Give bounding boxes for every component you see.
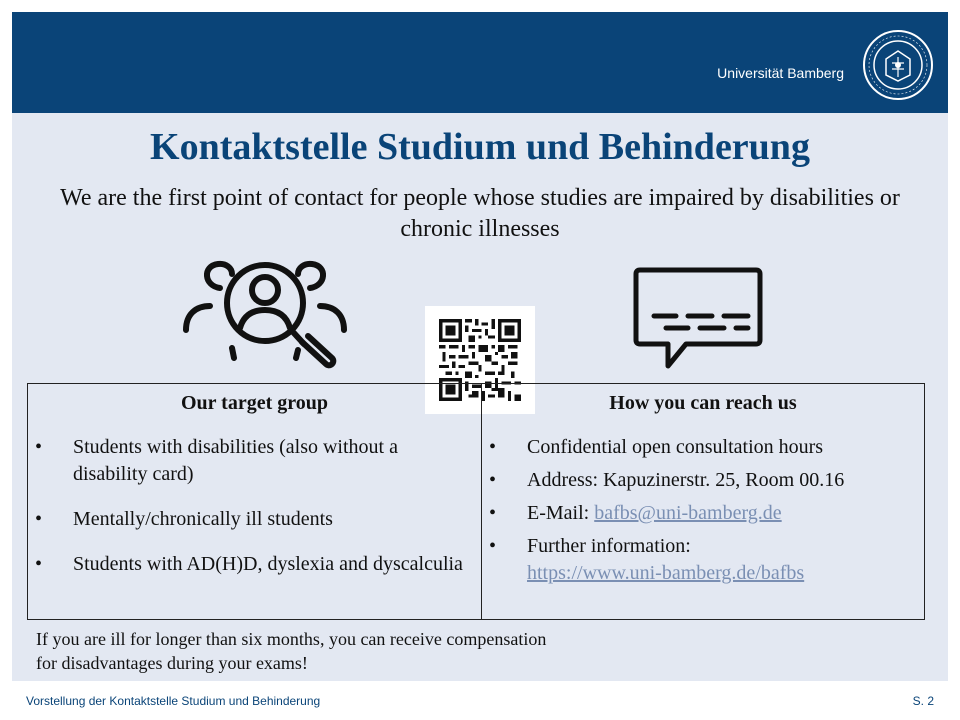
people-search-icon	[180, 258, 350, 373]
page-number: S. 2	[912, 694, 934, 708]
contact-heading: How you can reach us	[609, 392, 797, 414]
list-item: • Mentally/chronically ill students	[28, 506, 473, 533]
page-title: Kontaktstelle Studium und Behinderung	[150, 126, 810, 168]
info-label: Further information:	[527, 535, 691, 557]
chat-bubble-icon	[632, 262, 764, 374]
list-item: • Students with disabilities (also without a disability card)	[28, 434, 473, 488]
info-link[interactable]: https://www.uni-bamberg.de/bafbs	[527, 562, 805, 584]
university-name: Universität Bamberg	[717, 65, 844, 81]
email-link[interactable]: bafbs@uni-bamberg.de	[594, 502, 782, 524]
header-bar	[12, 12, 948, 113]
address-item: • Address: Kapuzinerstr. 25, Room 00.16	[482, 467, 922, 494]
info-item	[482, 533, 922, 587]
list-item: • Students with AD(H)D, dyslexia and dyscalculia	[28, 551, 473, 578]
university-seal-icon	[862, 29, 934, 101]
email-label: E-Mail:	[527, 502, 595, 524]
footer-title: Vorstellung der Kontaktstelle Studium und Behinderung	[26, 694, 321, 708]
email-item	[482, 500, 922, 527]
contact-list	[482, 434, 922, 593]
consultation-item: • Confidential open consultation hours	[482, 434, 922, 461]
target-group-list	[28, 434, 473, 578]
target-group-heading: Our target group	[180, 392, 329, 414]
exam-compensation-note: If you are ill for longer than six months, you can receive compensation for disadvantages during your exams!	[36, 629, 547, 673]
info-table	[27, 383, 925, 620]
page-subtitle: We are the first point of contact for people whose studies are impaired by disabilities or chronic illnesses	[60, 185, 900, 242]
